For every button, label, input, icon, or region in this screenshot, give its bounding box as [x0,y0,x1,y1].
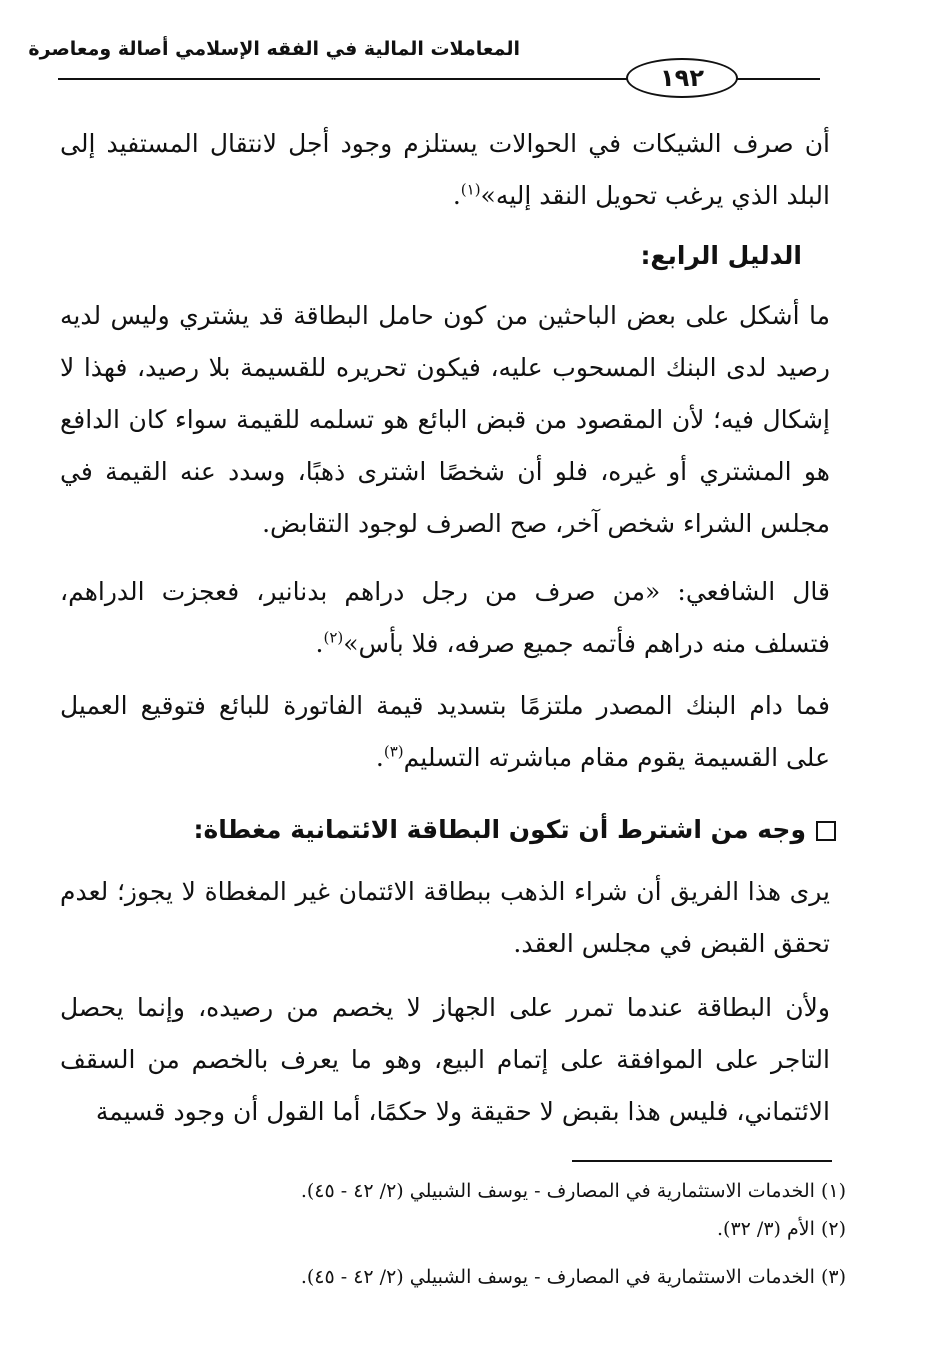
section-heading-text: وجه من اشترط أن تكون البطاقة الائتمانية مغطاة: [193,815,806,844]
paragraph-3-text: قال الشافعي: «من صرف من رجل دراهم بدنانير، فعجزت الدراهم، فتسلف منه دراهم فأتمه جميع صرفه، فلا بأس» [60,577,830,658]
footnote-text: الخدمات الاستثمارية في المصارف - يوسف الشبيلي (٢/ ٤٢ - ٤٥). [300,1180,815,1202]
checkbox-square-icon [816,821,836,841]
paragraph-4-text: فما دام البنك المصدر ملتزمًا بتسديد قيمة الفاتورة للبائع فتوقيع العميل على القسيمة يقوم مقام مباشرته التسليم [60,691,830,772]
footnote-text: الأم (٣/ ٣٢). [717,1218,815,1240]
footnote-ref-3: (٣) [383,742,404,761]
paragraph-2: ما أشكل على بعض الباحثين من كون حامل البطاقة قد يشتري وليس لديه رصيد لدى البنك المسحوب عليه، فيكون تحريره للقسيمة بلا رصيد، فهذا لا إشكال فيه؛ لأن المقصود من قبض البائع هو تسلمه للقيمة سواء كان الدافع هو المشتري أو غيره، فلو أن شخصًا اشترى ذهبًا، وسدد عنه القيمة في مجلس الشراء شخص آخر، صح الصرف لوجود التقابض. [60,301,830,538]
footnote-2 [86,1214,846,1244]
footnote-number: (١) [820,1180,846,1202]
footnote-ref-2: (٢) [323,628,344,647]
footnote-separator [572,1160,832,1162]
footnote-3 [86,1262,846,1292]
footnote-1 [86,1176,846,1206]
paragraph-4-end: . [375,743,384,772]
running-header-title: المعاملات المالية في الفقه الإسلامي أصالة ومعاصرة [28,38,520,60]
paragraph-4 [60,680,830,784]
paragraph-6: ولأن البطاقة عندما تمرر على الجهاز لا يخصم من رصيده، وإنما يحصل التاجر على الموافقة على إتمام البيع، وهو ما يعرف بالخصم من السقف الائتماني، فليس هذا بقبض لا حقيقة ولا حكمًا، أما القول أن وجود قسيمة [60,993,830,1126]
page-number: ١٩٢ [626,58,738,98]
paragraph-5: يرى هذا الفريق أن شراء الذهب ببطاقة الائتمان غير المغطاة لا يجوز؛ لعدم تحقق القبض في مجلس العقد. [60,877,830,958]
section-heading-covered-card [193,810,836,850]
paragraph-1 [60,118,830,222]
paragraph-3-end: . [315,629,324,658]
paragraph-3 [60,566,830,670]
footnote-text: الخدمات الاستثمارية في المصارف - يوسف الشبيلي (٢/ ٤٢ - ٤٥). [300,1266,815,1288]
footnote-number: (٣) [820,1266,846,1288]
footnote-number: (٢) [820,1218,846,1240]
paragraph-1-text: أن صرف الشيكات في الحوالات يستلزم وجود أجل لانتقال المستفيد إلى البلد الذي يرغب تحويل النقد إليه» [60,129,830,210]
heading-fourth-evidence: الدليل الرابع: [640,241,802,270]
paragraph-1-end: . [452,181,461,210]
footnote-ref-1: (١) [460,180,481,199]
